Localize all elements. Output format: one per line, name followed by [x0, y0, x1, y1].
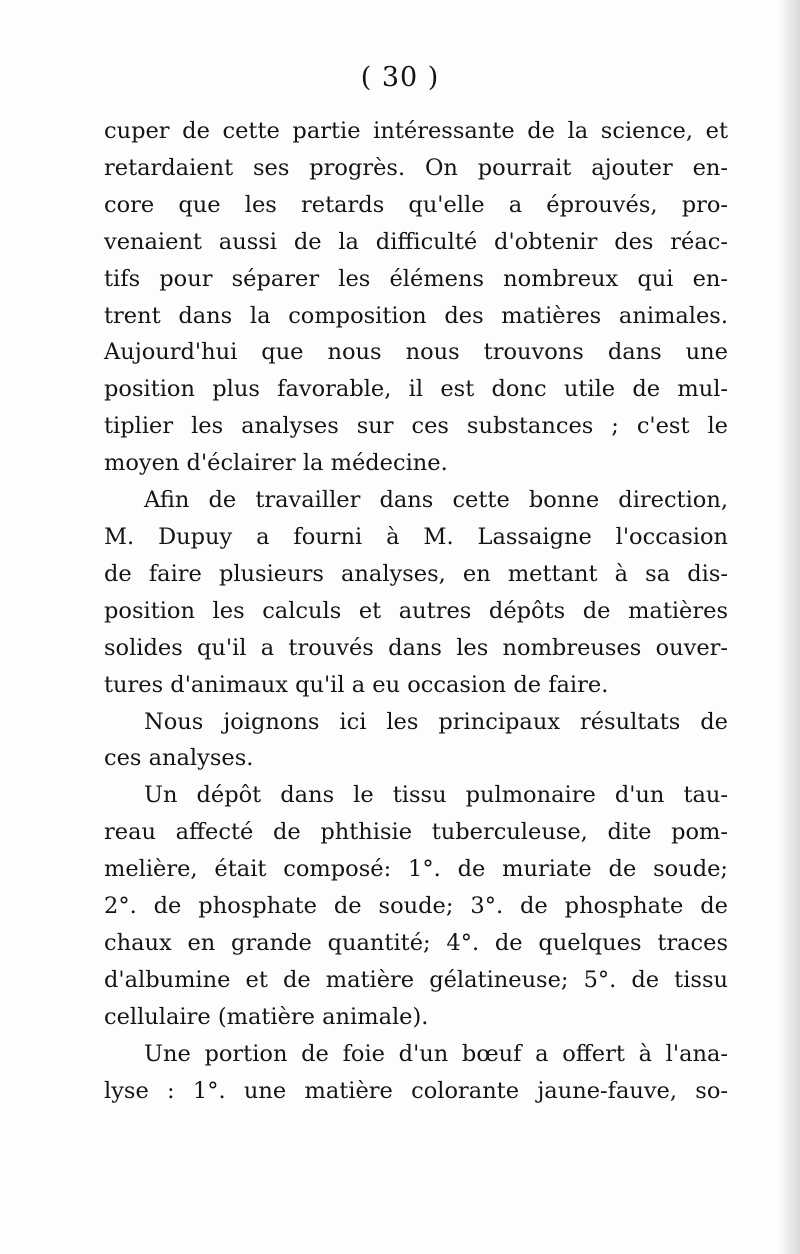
text-line: position les calculs et autres dépôts de matières	[104, 597, 728, 624]
text-line: solides qu'il a trouvés dans les nombreuses ouver-	[104, 634, 728, 661]
text-line: Afin de travailler dans cette bonne direction,	[144, 487, 728, 514]
text-line: position plus favorable, il est donc utile de mul-	[104, 376, 728, 403]
page-number: ( 30 )	[360, 62, 440, 93]
text-line: lyse : 1°. une matière colorante jaune-fauve, so-	[104, 1077, 728, 1104]
text-line: cellulaire (matière animale).	[104, 1003, 429, 1030]
text-line: tiplier les analyses sur ces substances ; c'est le	[104, 413, 728, 440]
text-line: Une portion de foie d'un bœuf a offert à l'ana-	[144, 1040, 728, 1067]
paragraph	[104, 482, 728, 703]
text-line: 2°. de phosphate de soude; 3°. de phosphate de	[104, 893, 728, 920]
text-line: trent dans la composition des matières animales.	[104, 302, 728, 329]
text-line: chaux en grande quantité; 4°. de quelques traces	[104, 929, 728, 956]
page-edge-shadow	[778, 0, 800, 1254]
text-line: Nous joignons ici les principaux résultats de	[144, 708, 728, 735]
text-line: tures d'animaux qu'il a eu occasion de faire.	[104, 671, 609, 698]
text-line: tifs pour séparer les élémens nombreux qui en-	[104, 265, 728, 292]
text-line: venaient aussi de la difficulté d'obtenir des réac-	[104, 228, 728, 255]
text-line: d'albumine et de matière gélatineuse; 5°. de tissu	[104, 966, 728, 993]
paragraph	[104, 777, 728, 1035]
text-line: core que les retards qu'elle a éprouvés, pro-	[104, 191, 728, 218]
text-line: M. Dupuy a fourni à M. Lassaigne l'occasion	[104, 523, 728, 550]
text-line: de faire plusieurs analyses, en mettant à sa dis-	[104, 560, 728, 587]
paragraph	[104, 113, 728, 482]
text-line: retardaient ses progrès. On pourrait ajouter en-	[104, 154, 728, 181]
text-line: Un dépôt dans le tissu pulmonaire d'un tau-	[144, 782, 728, 809]
text-line: melière, était composé: 1°. de muriate de soude;	[104, 856, 728, 883]
paragraph	[104, 1036, 728, 1110]
text-line: Aujourd'hui que nous nous trouvons dans une	[104, 339, 728, 366]
body-text	[104, 113, 728, 1109]
text-line: reau affecté de phthisie tuberculeuse, dite pom-	[104, 819, 728, 846]
paragraph	[104, 704, 728, 778]
text-line: moyen d'éclairer la médecine.	[104, 450, 448, 477]
text-line: ces analyses.	[104, 745, 254, 772]
text-line: cuper de cette partie intéressante de la science, et	[104, 118, 728, 144]
